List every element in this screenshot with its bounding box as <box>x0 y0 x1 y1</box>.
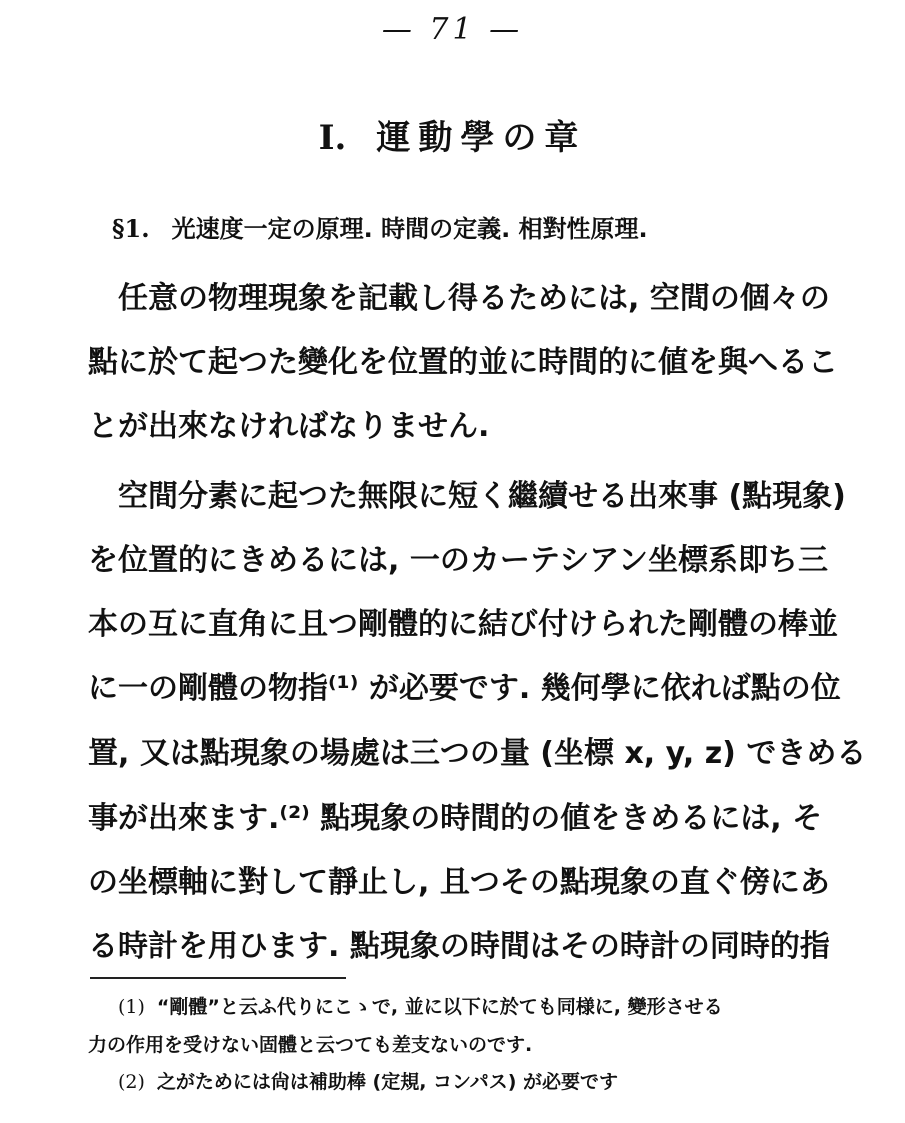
body-line: 事が出來ます.⁽²⁾ 點現象の時間的の値をきめるには, そ <box>88 801 823 836</box>
section-heading <box>112 209 812 244</box>
body-line: 空間分素に起つた無限に短く繼續せる出來事 (點現象) <box>118 479 846 514</box>
footnote-1-text: “剛體”と云ふ代りにこゝで, 並に以下に於ても同様に, 變形させる <box>156 996 723 1018</box>
body-line: に一の剛體の物指⁽¹⁾ が必要です. 幾何學に依れば點の位 <box>88 671 841 706</box>
body-line: を位置的にきめるには, 一のカーテシアン坐標系即ち三 <box>88 543 829 578</box>
body-line: 任意の物理現象を記載し得るためには, 空間の個々の <box>118 281 830 316</box>
body-line: る時計を用ひます. 點現象の時間はその時計の同時的指 <box>88 929 830 964</box>
footnote-2-text: 之がためには尙は補助棒 (定規, コンパス) が必要です <box>156 1071 619 1093</box>
footnote-1-mark: (1) <box>118 996 145 1018</box>
body-line: の坐標軸に對して靜止し, 且つその點現象の直ぐ傍にあ <box>88 865 830 900</box>
section-number: §1. <box>112 214 150 243</box>
chapter-number: I. <box>318 118 347 158</box>
body-line: 置, 又は點現象の場處は三つの量 (坐標 x, y, z) できめる <box>88 736 867 771</box>
footnote-1 <box>118 994 723 1020</box>
body-line: とが出來なければなりません. <box>88 409 490 444</box>
footnote-1-continuation: 力の作用を受けない固體と云つても差支ないのです. <box>88 1034 533 1056</box>
footnote-2 <box>118 1069 618 1095</box>
body-line: 本の互に直角に且つ剛體的に結び付けられた剛體の棒並 <box>88 607 838 642</box>
footnote-2-mark: (2) <box>118 1071 145 1093</box>
body-line: 點に於て起つた變化を位置的並に時間的に値を與へるこ <box>88 345 838 380</box>
chapter-title: 運動學の章 <box>376 118 587 158</box>
chapter-heading <box>0 110 905 159</box>
section-title: 光速度一定の原理. 時間の定義. 相對性原理. <box>171 215 648 243</box>
footnote-divider <box>90 977 346 979</box>
page-number: — 71 — <box>381 12 524 47</box>
